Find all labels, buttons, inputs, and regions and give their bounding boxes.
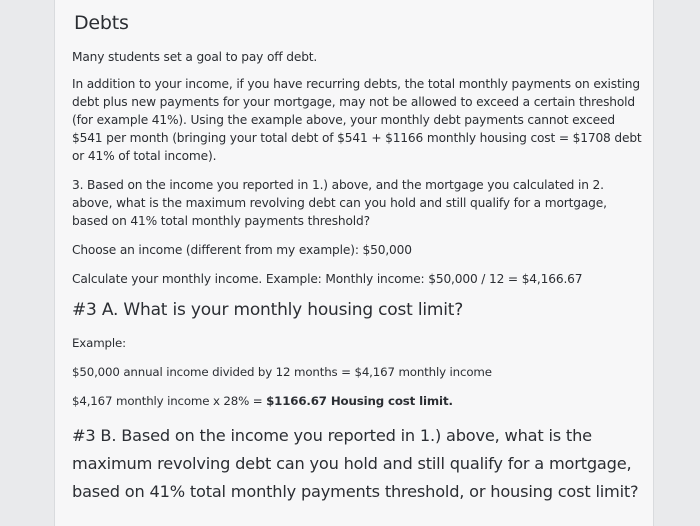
document-content bbox=[72, 12, 642, 506]
example-line-2-prefix: $4,167 monthly income x 28% = bbox=[72, 394, 267, 408]
example-label: Example: bbox=[72, 336, 126, 350]
heading-3a: #3 A. What is your monthly housing cost limit? bbox=[72, 300, 464, 320]
housing-cost-limit-value: $1166.67 Housing cost limit. bbox=[266, 394, 453, 408]
example-line-1: $50,000 annual income divided by 12 months = $4,167 monthly income bbox=[72, 365, 492, 379]
choose-income-text: Choose an income (different from my example): $50,000 bbox=[72, 243, 412, 257]
question-3-paragraph: 3. Based on the income you reported in 1.) above, and the mortgage you calculated in 2. above, what is the maximum revolving debt can you hold and still qualify for a mortgage, based on 41% total monthly payments threshold? bbox=[72, 178, 607, 228]
heading-3b: #3 B. Based on the income you reported in 1.) above, what is the maximum revolving debt can you hold and still qualify for a mortgage, based on 41% total monthly payments threshold, or housing cost limit? bbox=[72, 426, 639, 501]
page-title: Debts bbox=[74, 12, 129, 34]
example-line-2 bbox=[72, 392, 642, 410]
calculate-income-text: Calculate your monthly income. Example: Monthly income: $50,000 / 12 = $4,166.67 bbox=[72, 272, 583, 286]
debt-threshold-paragraph: In addition to your income, if you have recurring debts, the total monthly payments on existing debt plus new payments for your mortgage, may not be allowed to exceed a certain threshold (for example 41%). Using the example above, your monthly debt payments cannot exceed $541 per month (bringing your total debt of $541 + $1166 monthly housing cost = $1708 debt or 41% of total income). bbox=[72, 77, 642, 163]
intro-text: Many students set a goal to pay off debt. bbox=[72, 50, 318, 64]
document-page bbox=[54, 0, 654, 526]
